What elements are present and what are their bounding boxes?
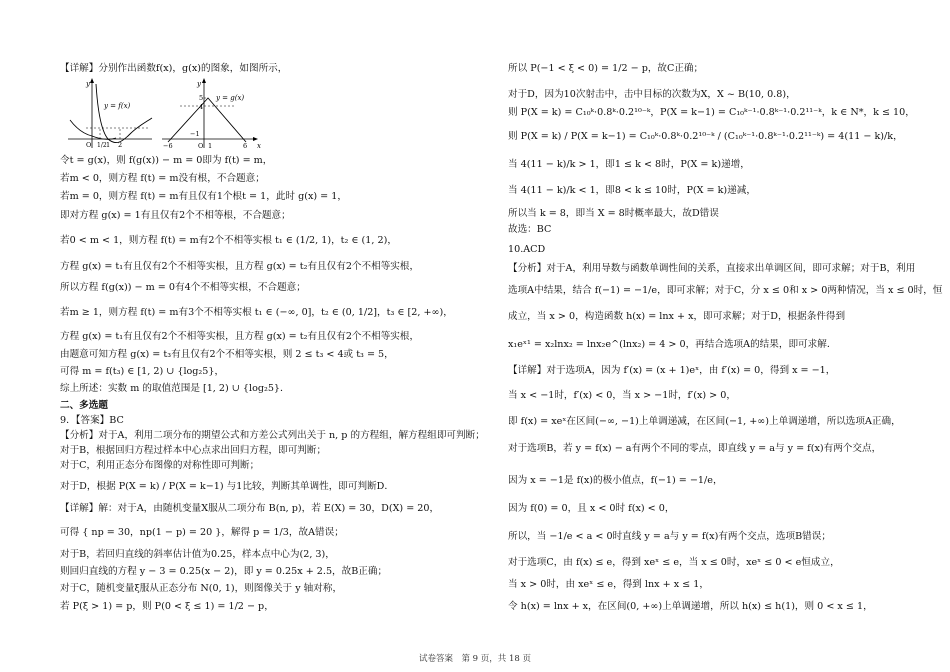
function-graphs-figure: [60, 76, 320, 150]
left-line-10: 由题意可知方程 g(x) = t₃有且仅有2个不相等实根，则 2 ≤ t₃ < 4或 t₃ = 5，: [60, 349, 394, 360]
right-tick-six: 6: [243, 142, 248, 150]
right-line-5: 当 4(11 − k)/k < 1，即8 < k ≤ 10时，P(X = k)递减，: [508, 185, 756, 196]
right-line-22: 令 h(x) = lnx + x，在区间(0, +∞)上单调递增，所以 h(x) ≤ h(1)，则 0 < x ≤ 1，: [508, 601, 873, 612]
left-line-9: 方程 g(x) = t₁有且仅有2个不相等实根，且方程 g(x) = t₂有且仅有2个不相等实根，: [60, 331, 420, 342]
right-line-18: 因为 f(0) = 0，且 x < 0时 f(x) < 0，: [508, 503, 675, 514]
section-heading-multiple-choice: 二、多选题: [60, 400, 108, 411]
left-line-17: 对于C，利用正态分布图像的对称性即可判断；: [60, 460, 260, 471]
right-line-10: 选项A中结果，结合 f(−1) = −1/e，即可求解；对于C，分 x ≤ 0和 x > 0两种情况，当 x ≤ 0时，恒: [508, 285, 943, 296]
right-line-15: 即 f(x) = xeˣ在区间(−∞, −1)上单调递减，在区间(−1, +∞)上单调递增，所以选项A正确，: [508, 416, 901, 427]
right-line-1: 对于D，因为10次射击中，击中目标的次数为X，X ~ B(10, 0.8)，: [508, 89, 796, 100]
right-graph-y-axis-label: y: [197, 80, 201, 88]
left-line-19: 【详解】解：对于A，由随机变量X服从二项分布 B(n, p)，若 E(X) = 30，D(X) = 20，: [60, 503, 440, 514]
left-tick-one: 1: [106, 141, 111, 149]
left-graph-y-axis-label: y: [86, 80, 90, 88]
left-line-5: 若0 < m < 1，则方程 f(t) = m有2个不相等实根 t₁ ∈ (1/2, 1)，t₂ ∈ (1, 2)，: [60, 235, 397, 246]
right-tick-neg-six: −6: [163, 142, 173, 150]
right-line-17: 因为 x = −1是 f(x)的极小值点，f(−1) = −1/e，: [508, 475, 723, 486]
right-tick-origin: O: [198, 142, 204, 150]
right-line-13: 【详解】对于选项A，因为 f′(x) = (x + 1)eˣ，由 f′(x) = 0，得到 x = −1，: [508, 365, 836, 376]
left-line-7: 所以方程 f(g(x)) − m = 0有4个不相等实根，不合题意；: [60, 282, 306, 293]
left-line-23: 对于C，随机变量ξ服从正态分布 N(0, 1)，则图像关于 y 轴对称，: [60, 583, 343, 594]
right-tick-four: 4: [199, 103, 204, 111]
right-line-21: 当 x > 0时，由 xeˣ ≤ e，得到 lnx + x ≤ 1，: [508, 579, 709, 590]
right-graph-x-axis-label: x: [257, 142, 261, 150]
right-line-9: 【分析】对于A，利用导数与函数单调性间的关系，直接求出单调区间，即可求解；对于B，利用: [508, 263, 916, 274]
left-line-11: 可得 m = f(t₃) ∈ [1, 2) ∪ {log₂5}，: [60, 366, 225, 377]
right-line-16: 对于选项B，若 y = f(x) − a有两个不同的零点，即直线 y = a与 y = f(x)有两个交点，: [508, 443, 882, 454]
right-line-14: 当 x < −1时，f′(x) < 0，当 x > −1时，f′(x) > 0，: [508, 390, 736, 401]
left-line-1: 令t = g(x)，则 f(g(x)) − m = 0即为 f(t) = m，: [60, 155, 273, 166]
f-curve-label: y = f(x): [104, 102, 131, 110]
left-line-4: 即对方程 g(x) = 1有且仅有2个不相等根，不合题意；: [60, 210, 291, 221]
right-line-2: 则 P(X = k) = C₁₀ᵏ·0.8ᵏ·0.2¹⁰⁻ᵏ，P(X = k−1) = C₁₀ᵏ⁻¹·0.8ᵏ⁻¹·0.2¹¹⁻ᵏ，k ∈ N*，k ≤ 10，: [508, 107, 915, 118]
right-line-12: x₁eˣ¹ = x₂lnx₂ = lnx₂e^(lnx₂) = 4 > 0，再结合选项A的结果，即可求解．: [508, 339, 837, 350]
right-line-6: 所以当 k = 8，即当 X = 8时概率最大，故D错误: [508, 208, 719, 219]
right-tick-neg-one: −1: [190, 130, 200, 138]
q10-answer: 10.ACD: [508, 244, 546, 255]
right-line-19: 所以，当 −1/e < a < 0时直线 y = a与 y = f(x)有两个交点，选项B错误；: [508, 531, 831, 542]
left-line-16: 对于B，根据回归方程过样本中心点求出回归方程，即可判断；: [60, 445, 327, 456]
right-tick-five: 5: [199, 94, 204, 102]
left-line-15: 【分析】对于A，利用二项分布的期望公式和方差公式列出关于 n, p 的方程组，解方程组即可判断；: [60, 430, 485, 441]
right-line-11: 成立，当 x > 0，构造函数 h(x) = lnx + x，即可求解；对于D，根据条件得到: [508, 311, 846, 322]
right-line-20: 对于选项C，由 f(x) ≤ e，得到 xeˣ ≤ e，当 x ≤ 0时，xeˣ ≤ 0 < e恒成立，: [508, 557, 840, 568]
g-curve-label: y = g(x): [216, 94, 245, 102]
left-line-21: 对于B，若回归直线的斜率估计值为0.25，样本点中心为(2, 3)，: [60, 549, 335, 560]
detail-heading-line: 【详解】分别作出函数f(x)，g(x)的图象，如图所示，: [60, 63, 288, 74]
left-line-20: 可得 { np = 30，np(1 − p) = 20 }，解得 p = 1/3，故A错误；: [60, 527, 344, 538]
left-tick-origin: O: [86, 141, 92, 149]
left-line-22: 则回归直线的方程 y − 3 = 0.25(x − 2)，即 y = 0.25x + 2.5，故B正确；: [60, 566, 388, 577]
left-line-2: 若m < 0，则方程 f(t) = m没有根，不合题意；: [60, 173, 265, 184]
right-line-3: 则 P(X = k) / P(X = k−1) = C₁₀ᵏ·0.8ᵏ·0.2¹⁰⁻ᵏ / (C₁₀ᵏ⁻¹·0.8ᵏ⁻¹·0.2¹¹⁻ᵏ) = 4(11 − k)/k，: [508, 131, 903, 142]
right-line-4: 当 4(11 − k)/k > 1，即1 ≤ k < 8时，P(X = k)递增，: [508, 159, 750, 170]
right-line-0: 所以 P(−1 < ξ < 0) = 1/2 − p，故C正确；: [508, 63, 704, 74]
q9-answer: 9．【答案】BC: [60, 415, 124, 426]
right-tick-one: 1: [208, 142, 213, 150]
right-line-7: 故选：BC: [508, 224, 552, 235]
left-line-6: 方程 g(x) = t₁有且仅有2个不相等实根，且方程 g(x) = t₂有且仅有2个不相等实根，: [60, 261, 420, 272]
left-line-12: 综上所述：实数 m 的取值范围是 [1, 2) ∪ {log₂5}．: [60, 383, 290, 394]
left-line-8: 若m ≥ 1，则方程 f(t) = m有3个不相等实根 t₁ ∈ (−∞, 0]，t₂ ∈ (0, 1/2]，t₃ ∈ [2, +∞)，: [60, 307, 453, 318]
left-line-24: 若 P(ξ > 1) = p，则 P(0 < ξ ≤ 1) = 1/2 − p，: [60, 601, 274, 612]
left-line-18: 对于D，根据 P(X = k) / P(X = k−1) 与1比较，判断其单调性，即可判断D．: [60, 481, 394, 492]
graph-g: [162, 78, 261, 150]
page-footer: 试卷答案 第 9 页，共 18 页: [418, 654, 532, 664]
left-line-3: 若m = 0，则方程 f(t) = m有且仅有1个根t = 1，此时 g(x) = 1，: [60, 191, 347, 202]
left-tick-two: 2: [118, 141, 123, 149]
graph-f: [68, 78, 152, 149]
left-tick-half: 1/2: [97, 142, 107, 149]
